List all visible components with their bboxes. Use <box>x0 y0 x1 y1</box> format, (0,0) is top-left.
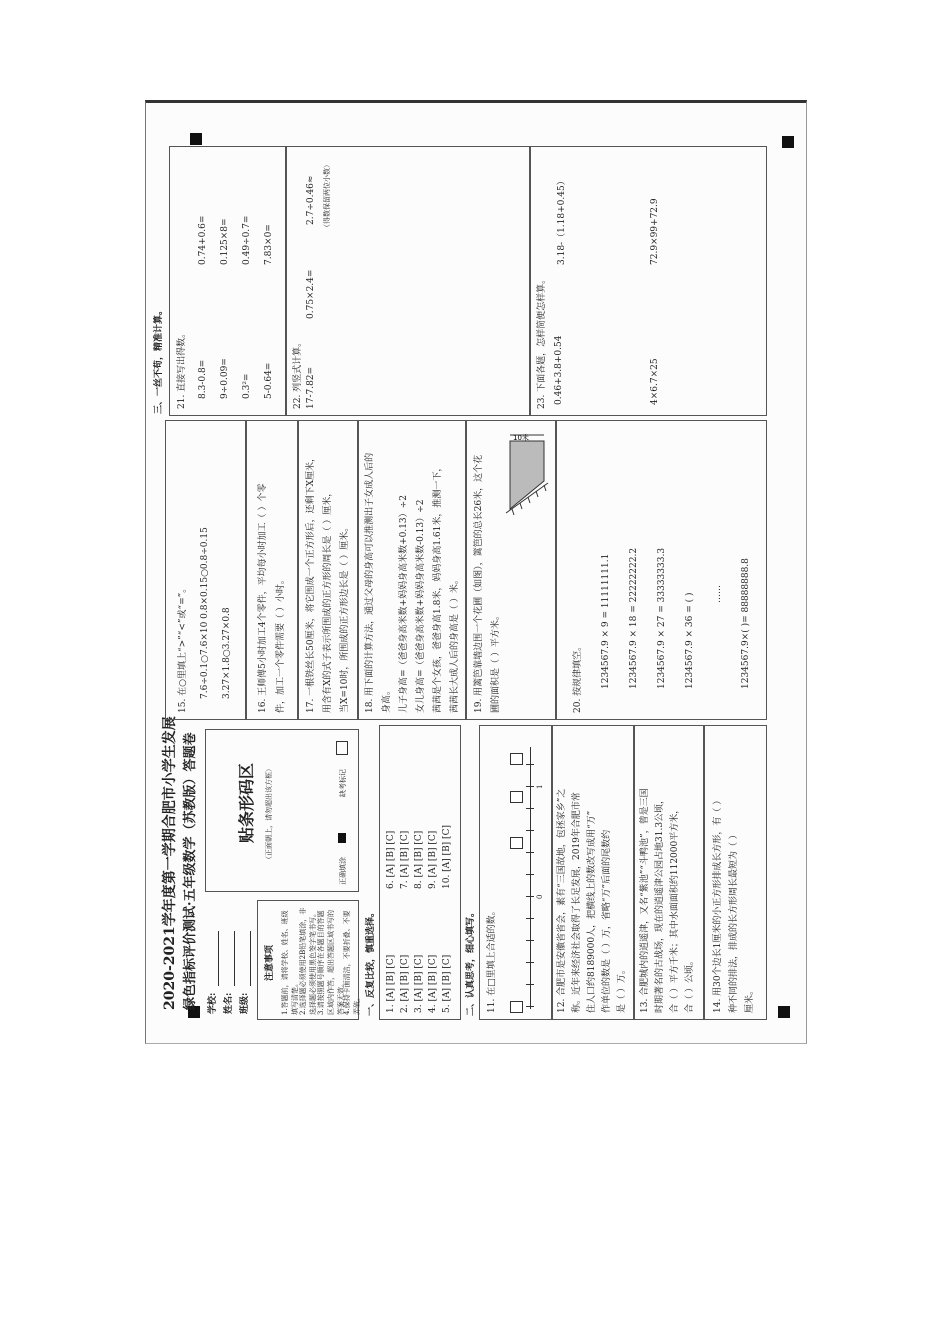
school-label: 学校: <box>208 992 218 1014</box>
absent-label: 缺考标记 <box>339 769 347 797</box>
section3-heading: 三、一丝不苟，精准计算。 <box>154 305 164 414</box>
q17-box <box>297 420 359 720</box>
q16-box <box>245 420 299 720</box>
answer-square[interactable] <box>510 753 523 765</box>
notes-line: 3.请按照题号顺序在各题目的答题区域内作答，超出答题区域书写的答案无效。 <box>317 910 345 1015</box>
garden-area <box>510 441 544 509</box>
q19-line: 圃的面积是（ ）平方米。 <box>491 611 501 713</box>
choice-row[interactable]: 3. [A] [B] [C] <box>414 954 424 1013</box>
answer-square[interactable] <box>510 1001 523 1013</box>
q22-box <box>285 146 531 416</box>
q15-line: 15. 在○里填上“>”“<”或“=”。 <box>178 583 188 713</box>
simplify-item: 0.46+3.8+0.54 <box>554 335 564 405</box>
garden-dimension-label: 10米 <box>513 434 529 442</box>
q21-box <box>169 146 287 416</box>
notes-heading: 注意事项 <box>265 944 275 981</box>
q23-box <box>529 146 767 416</box>
rounding-note: （得数保留两位小数） <box>323 161 331 231</box>
column-1 <box>162 716 785 1020</box>
choice-row[interactable]: 1. [A] [B] [C] <box>386 954 396 1013</box>
q12-line: 是（ ）万。 <box>617 965 627 1013</box>
barcode-title: 贴条形码区 <box>237 762 256 843</box>
oral-item: 0.49÷0.7= <box>242 215 252 265</box>
q14-line: 14. 用30个边长1厘米的小正方形排成长方形，有（ ） <box>713 795 723 1013</box>
choice-row[interactable]: 5. [A] [B] [C] <box>442 954 452 1013</box>
q20-line: 20. 按规律填空。 <box>573 641 583 713</box>
q21-text: 21. 直接写出得数。 <box>177 328 187 409</box>
q14-line: 厘米。 <box>745 985 755 1013</box>
q18-line: 儿子身高=（爸爸身高米数+妈妈身高米数+0.13）÷2 <box>399 495 409 713</box>
notes-line: 4.保持卡面清洁，不要折叠、不要弄破。 <box>343 910 361 1015</box>
answer-square[interactable] <box>510 791 523 803</box>
answer-square[interactable] <box>510 837 523 849</box>
q15-line: 3.27×1.8○3.27×0.8 <box>222 607 232 699</box>
notes-line: 1.答题前，请将学校、姓名、班级填写清楚。 <box>281 910 299 1015</box>
oral-item: 7.83×0= <box>264 224 274 265</box>
title-line-2: 绿色指标评价测试·五年级数学（苏教版）答题卷 <box>183 732 198 1010</box>
simplify-item: 72.9×99+72.9 <box>650 198 660 265</box>
q16-line: 件，加工一个零件需要（ ）小时。 <box>276 575 286 713</box>
choice-row[interactable]: 6. [A] [B] [C] <box>386 830 396 889</box>
q13-box <box>633 725 705 1020</box>
q16-line: 16. 王师傅5小时加工4个零件，平均每小时加工（ ）个零 <box>258 483 268 713</box>
oral-item: 0.3²= <box>242 373 252 399</box>
barcode-area <box>205 729 359 892</box>
q17-line: 用含有X的式子表示所围成的正方形的周长是（ ）厘米， <box>323 487 333 713</box>
q17-line: 17. 一根铁丝长50厘米，将它围成一个正方形后，还剩下X厘米， <box>306 452 316 713</box>
q20-line: 1234567.9 × 27 = 33333333.3 <box>657 547 667 689</box>
answer-sheet-content <box>154 140 785 1020</box>
vertical-calc-item: 2.7÷0.46≈ <box>306 175 316 225</box>
q11-text: 11. 在□里填上合适的数。 <box>487 906 497 1013</box>
vertical-calc-item: 17-7.82= <box>306 366 316 409</box>
q18-line: 女儿身高=（爸爸身高米数+妈妈身高米数-0.13）÷2 <box>416 499 426 713</box>
q20-line: 1234567.9 × 36 = ( ) <box>685 592 695 689</box>
q18-line: 身高。 <box>382 685 392 713</box>
q13-line: 合（ ）平方千米；其中水面面积约112000平方米， <box>670 804 680 1013</box>
choice-row[interactable]: 2. [A] [B] [C] <box>400 954 410 1013</box>
q12-line: 称。近年来经济社会取得了长足发展，2019年合肥市常 <box>572 792 582 1013</box>
q14-box <box>703 725 767 1020</box>
q15-box <box>165 420 247 720</box>
q12-line: 作单位的数是（ ）万，省略“万”后面的尾数约 <box>602 829 612 1013</box>
section1-heading: 一、反复比较，慎重选择。 <box>366 907 376 1016</box>
q20-line: 1234567.9 × 9 = 11111111.1 <box>601 553 611 689</box>
choice-row[interactable]: 9. [A] [B] [C] <box>428 830 438 889</box>
fill-label: 正确填涂 <box>339 857 347 885</box>
section2-heading: 二、认真思考，细心填写。 <box>466 907 476 1016</box>
garden-diagram <box>502 427 552 519</box>
oral-item: 9÷0.09= <box>220 358 230 399</box>
q12-line: 住人口约8189000人，把横线上的数改写成用“万” <box>587 810 597 1013</box>
q20-line: 1234567.9 × 18 = 22222222.2 <box>629 547 639 689</box>
q13-line: 合（ ）公顷。 <box>685 956 695 1013</box>
title-line-1: 2020-2021学年度第一学期合肥市小学生发展 <box>162 716 178 1010</box>
choice-row[interactable]: 4. [A] [B] [C] <box>428 954 438 1013</box>
q18-line: 茜茜长大成人后的身高是（ ）米。 <box>450 575 460 713</box>
choice-row[interactable]: 8. [A] [B] [C] <box>414 830 424 889</box>
notes-box <box>257 900 359 1020</box>
q18-line: 茜茜是个女孩，爸爸身高1.8米，妈妈身高1.61米，推测一下， <box>433 462 443 713</box>
q18-box <box>357 420 467 720</box>
q20-box <box>555 420 767 720</box>
q17-line: 当X=10时，所围成的正方形边长是（ ）厘米。 <box>340 522 350 713</box>
choice-row[interactable]: 10. [A] [B] [C] <box>442 825 452 889</box>
column-2 <box>165 420 785 720</box>
q15-line: 7.6÷0.1○7.6×10 0.8×0.15○0.8÷0.15 <box>200 527 210 699</box>
filled-example <box>338 833 346 843</box>
q18-line: 18. 用下面的计算方法，通过父母的身高可以推测出子女成人后的 <box>365 452 375 713</box>
oral-item: 0.125×8= <box>220 218 230 265</box>
q23-text: 23. 下面各题，怎样简便怎样算。 <box>537 274 547 409</box>
choice-row[interactable]: 7. [A] [B] [C] <box>400 830 410 889</box>
oral-item: 0.74+0.6= <box>198 215 208 265</box>
q13-line: 时期著名的古战场，现在的逍遥津公园占地31.3公顷， <box>655 794 665 1013</box>
q20-line: …… <box>713 585 723 603</box>
q14-line: 种不同的排法，排成的长方形周长最短为（ ） <box>729 830 739 1013</box>
q22-text: 22. 列竖式计算。 <box>293 337 303 409</box>
section1-box <box>379 725 461 1020</box>
simplify-item: 3.18-（1.18+0.45） <box>557 176 567 265</box>
class-label: 班级: <box>240 992 250 1014</box>
q12-line: 12. 合肥市是安徽省省会，素有“三国故地，包拯家乡”之 <box>557 788 567 1013</box>
number-line-label: 1 <box>536 784 544 789</box>
column-3 <box>154 146 785 416</box>
oral-item: 5-0.64= <box>264 362 274 399</box>
q11-box <box>479 725 553 1020</box>
oral-item: 8.3-0.8= <box>198 359 208 399</box>
q13-line: 13. 合肥城内的逍遥津，又名“紫池”“斗鸭池”，曾是三国 <box>640 788 650 1013</box>
number-line-label: 0 <box>536 894 544 899</box>
simplify-item: 4×6.7×25 <box>650 358 660 405</box>
q20-line: 1234567.9×( )= 88888888.8 <box>741 558 751 689</box>
name-label: 姓名: <box>224 992 234 1014</box>
q12-box <box>551 725 635 1020</box>
absent-checkbox[interactable] <box>336 741 348 755</box>
vertical-calc-item: 0.75×2.4= <box>306 269 316 319</box>
notes-line: 2.选择题必须使用2B铅笔填涂，非选择题必须使用黑色签字笔书写。 <box>299 907 317 1015</box>
q19-line: 19. 用篱笆靠墙边围一个花圃（如图），篱笆的总长26米，这个花 <box>474 454 484 713</box>
q19-box <box>465 420 557 720</box>
barcode-hint: （正面朝上，请勿超出该方框） <box>265 765 273 863</box>
